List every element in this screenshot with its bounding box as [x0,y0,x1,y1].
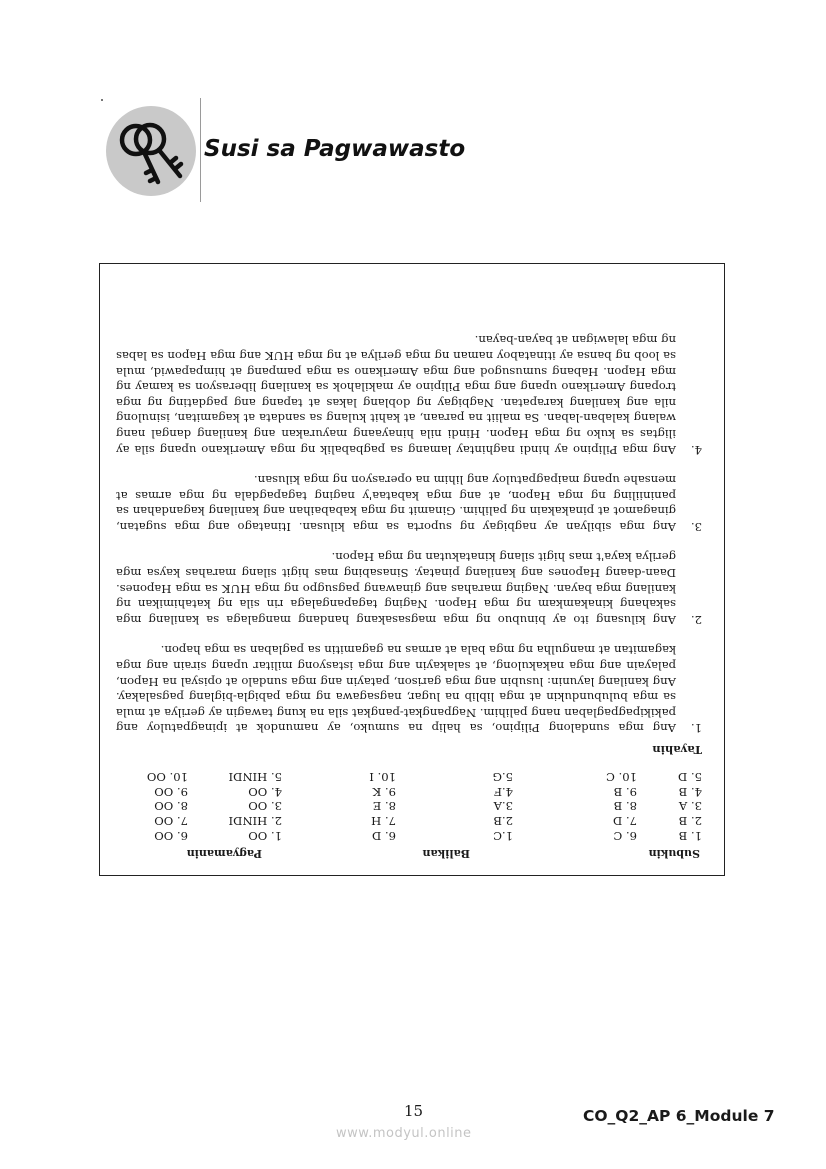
key-cell: 6. OO [154,829,188,843]
key-column [123,769,188,843]
key-column [396,769,513,843]
key-cell: 2. B [678,814,702,829]
answer-key-table [116,769,702,843]
key-cell: 7. D [612,814,637,829]
heading-subukin: Subukin [648,847,700,860]
key-column [513,769,637,843]
key-cell: 8. B [613,799,637,814]
key-cell: 10. OO [146,769,188,784]
key-column [188,769,282,843]
item-text: Ang kilusang ito ay binubuo ng mga magsasakang handang mangalaga sa kanilang mga sakahang kinakamkam ng mga Hapon. Naging tagapangalaga rin sila ng katahimikan ng kanilang mga bayan. Naging marahas ang ginawang pagsugpo ng mga HUK sa mga Hapones. Daan-daang Hapones ang kanilang pinatay. Sinasabing mas higit silang marahas kaysa mga gerilya kaya't mas higit silang kinatakutan ng mga Hapon. [116,550,676,627]
upside-down-content [100,264,724,875]
key-cell: 3. OO [248,799,282,814]
answer-key-headings [116,843,702,865]
list-item [116,549,702,627]
key-cell: 6. C [613,829,637,843]
key-cell: 3. A [678,799,702,814]
key-cell: 5.G [492,769,513,784]
page-number: 15 [404,1102,424,1120]
key-cell: 9. K [372,784,396,799]
key-cell: 2.B [493,814,513,829]
item-number: 3. [690,519,702,534]
key-cell: 3.A [493,799,513,814]
header [100,98,520,202]
heading-pagyamanin: Pagyamanin [186,847,262,860]
tayahin-label: Tayahin [652,743,702,758]
item-text: Ang mga Pilipino ay hindi naghintay lamang sa pagbabalik ng mga Amerikano upang sila ay iligtas sa kuko ng mga Hapon. Hindi nila hinayaang mayurakan ang kanilang dangal nang walang kalaban-laban. Sa maliit na paraan, at kahit kulang sa sandata at kagamitan, isinulong nila ang kanilang karapatan. Nagbigay ng doblang lakas at tapang ang pagdating ng mga tropang Amerikano upang ang mga Pilipino ay makilahok sa kanilang liberasyon sa kamay ng mga Hapon. Habang sumusugod ang mga Amerikano sa mga pampang at himpapawid, mula sa loob ng bansa ay itinataboy naman ng mga gerilya at ng mga HUK ang mga Hapon sa labas ng mga lalawigan at bayan-bayan. [116,333,676,457]
item-number: 4. [690,442,702,457]
item-number: 2. [690,612,702,627]
key-cell: 5. HINDI [228,769,282,784]
key-cell: 6. D [371,829,396,843]
key-cell: 1. OO [248,829,282,843]
key-cell: 4. B [678,784,702,799]
header-divider [200,98,201,202]
key-cell: 5. D [677,769,702,784]
key-cell: 10. C [606,769,637,784]
list-item [116,332,702,457]
page-title: Susi sa Pagwawasto [204,136,466,162]
item-text: Ang mga sundalong Pilipino, sa halip na sumuko, ay namundok at ipinagpatuloy ang pakikipagpaglaban nang palihim. Nagpangkat-pangkat sila na kung tawagin ay gerilya at mula sa mga bulubundukin at mga liblib na lugar, nagsagawa ng mga pabigla-biglang pagsalakay. Ang kanilang layunin: lusubin ang mga garison, patayin ang mga sundalo at opisyal na Hapon, palayain ang mga nakakulong, at salakayin ang mga istasyong militar upang sirain ang mga kagamitan at mangulha ng mga bala at armas na gagamitin sa paglaban sa mga hapon. [116,643,676,736]
key-cell: 7. H [371,814,396,829]
key-cell: 1.C [493,829,513,843]
key-cell: 7. OO [154,814,188,829]
key-cell: 9. OO [154,784,188,799]
module-code: CO_Q2_AP 6_Module 7 [583,1107,775,1125]
watermark: www.modyul.online [336,1126,472,1141]
scan-mark [101,99,103,101]
item-number: 1. [690,721,702,736]
key-column [637,769,702,843]
key-cell: 4. OO [248,784,282,799]
key-cell: 10. I [369,769,396,784]
item-text: Ang mga sibilyan ay nagbigay ng suporta sa mga kilusan. Itinatago ang mga sugatan, ginagamot at pinakakain ng palihim. Ginamit ng mga kababaihan ang kanilang kagandahan sa paniniiling ng mga Hapon, at ang mga kabataa'y naging tagapagdala ng mga armas at mensahe upang maipagpatuloy ang lihim na operasyon ng mga kilusan. [116,473,676,534]
answer-key-box [99,263,725,876]
key-cell: 9. B [613,784,637,799]
heading-balikan: Balikan [422,847,470,860]
key-cell: 1. B [678,829,702,843]
key-cell: 8. OO [154,799,188,814]
key-column [282,769,396,843]
key-cell: 8. E [372,799,396,814]
key-cell: 4.F [493,784,513,799]
list-item [116,472,702,534]
keys-icon [106,106,196,196]
key-cell: 2. HINDI [228,814,282,829]
list-item [116,642,702,736]
